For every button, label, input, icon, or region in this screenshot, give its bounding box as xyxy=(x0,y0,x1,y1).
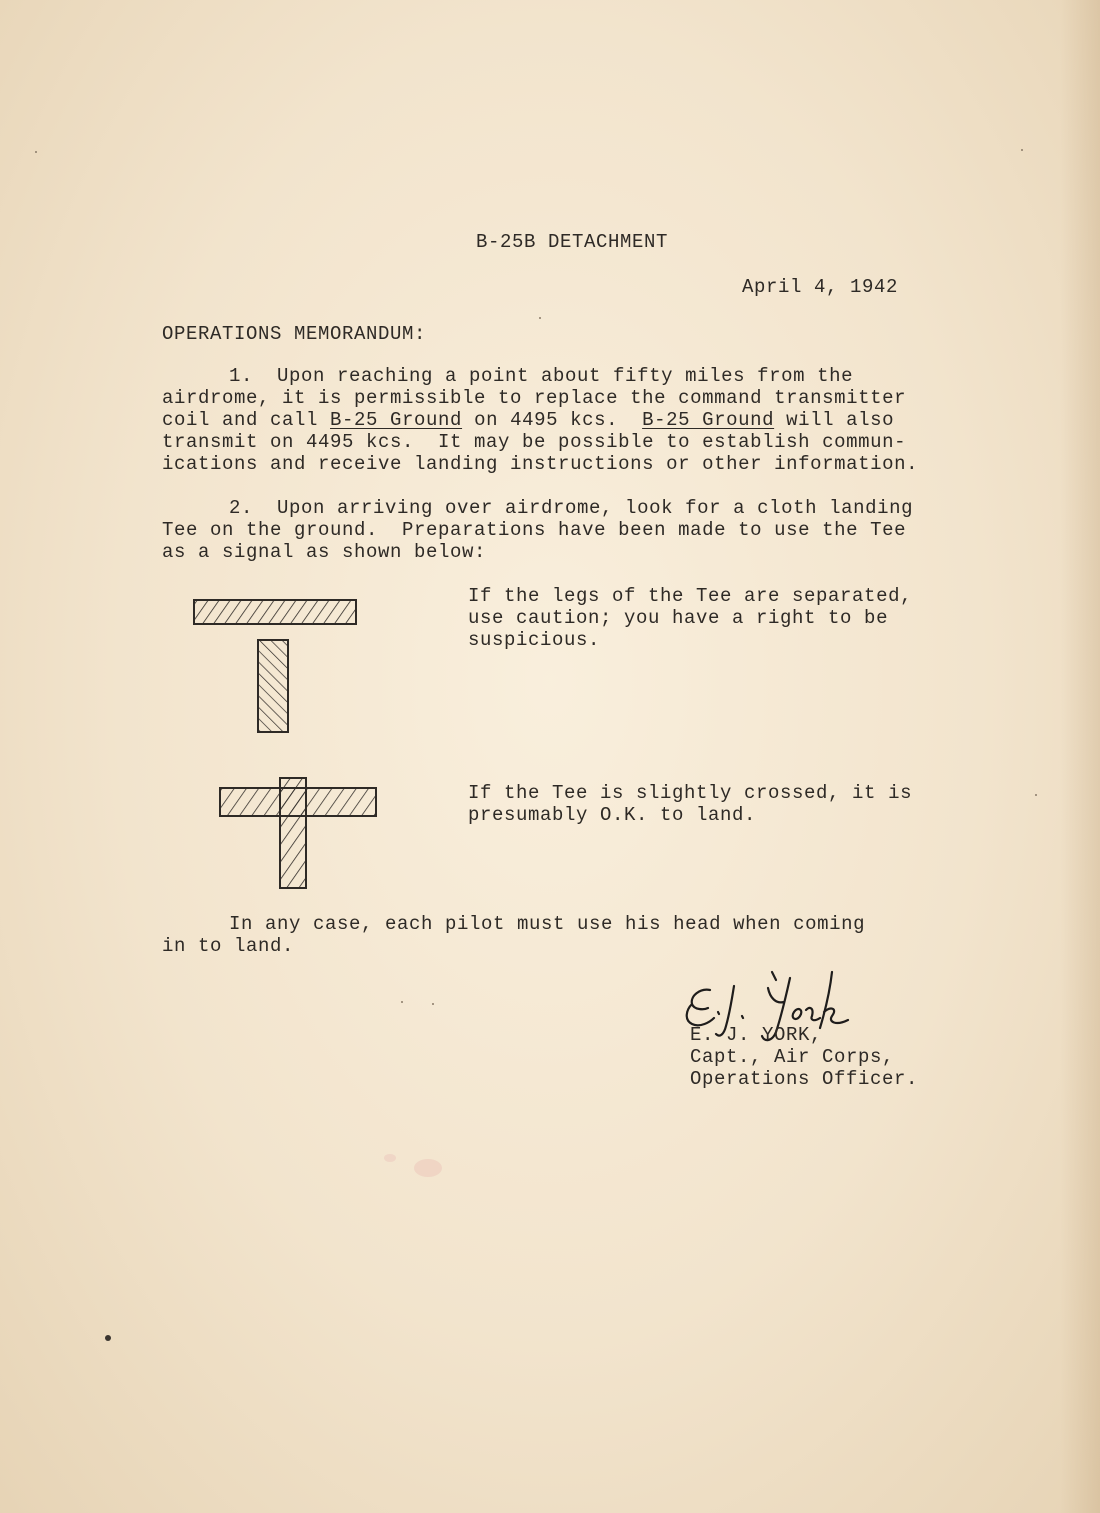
para2-line: 2. Upon arriving over airdrome, look for a cloth landing xyxy=(229,497,914,519)
closing-line: In any case, each pilot must use his head when coming xyxy=(229,913,866,935)
tee-crossbar xyxy=(194,600,356,624)
memo-title: OPERATIONS MEMORANDUM: xyxy=(162,323,427,345)
tee-crossbar xyxy=(220,788,376,816)
signal1-line: If the legs of the Tee are separated, xyxy=(468,585,913,607)
signal2-line: presumably O.K. to land. xyxy=(468,804,757,826)
para1-line: coil and call B-25 Ground on 4495 kcs. B-25 Ground will also xyxy=(162,409,895,431)
para2-line: as a signal as shown below: xyxy=(162,541,487,563)
para1-line: transmit on 4495 kcs. It may be possible to establish commun- xyxy=(162,431,907,453)
memo-date: April 4, 1942 xyxy=(742,276,899,298)
crossed-tee-diagram xyxy=(218,776,378,891)
closing-line: in to land. xyxy=(162,935,295,957)
signer-name: E. J. YORK, xyxy=(690,1024,823,1046)
signal2-line: If the Tee is slightly crossed, it is xyxy=(468,782,913,804)
para1-line: ications and receive landing instructions or other information. xyxy=(162,453,919,475)
para1-line: airdrome, it is permissible to replace the command transmitter xyxy=(162,387,907,409)
signal1-line: use caution; you have a right to be xyxy=(468,607,889,629)
unit-heading: B-25B DETACHMENT xyxy=(476,231,669,253)
call-sign: B-25 Ground xyxy=(330,409,463,431)
signal1-line: suspicious. xyxy=(468,629,601,651)
signer-rank: Capt., Air Corps, xyxy=(690,1046,895,1068)
para1-line: 1. Upon reaching a point about fifty miles from the xyxy=(229,365,854,387)
call-sign: B-25 Ground xyxy=(642,409,775,431)
separated-tee-diagram xyxy=(190,594,360,739)
para2-line: Tee on the ground. Preparations have been made to use the Tee xyxy=(162,519,907,541)
signer-title: Operations Officer. xyxy=(690,1068,919,1090)
tee-stem xyxy=(258,640,288,732)
